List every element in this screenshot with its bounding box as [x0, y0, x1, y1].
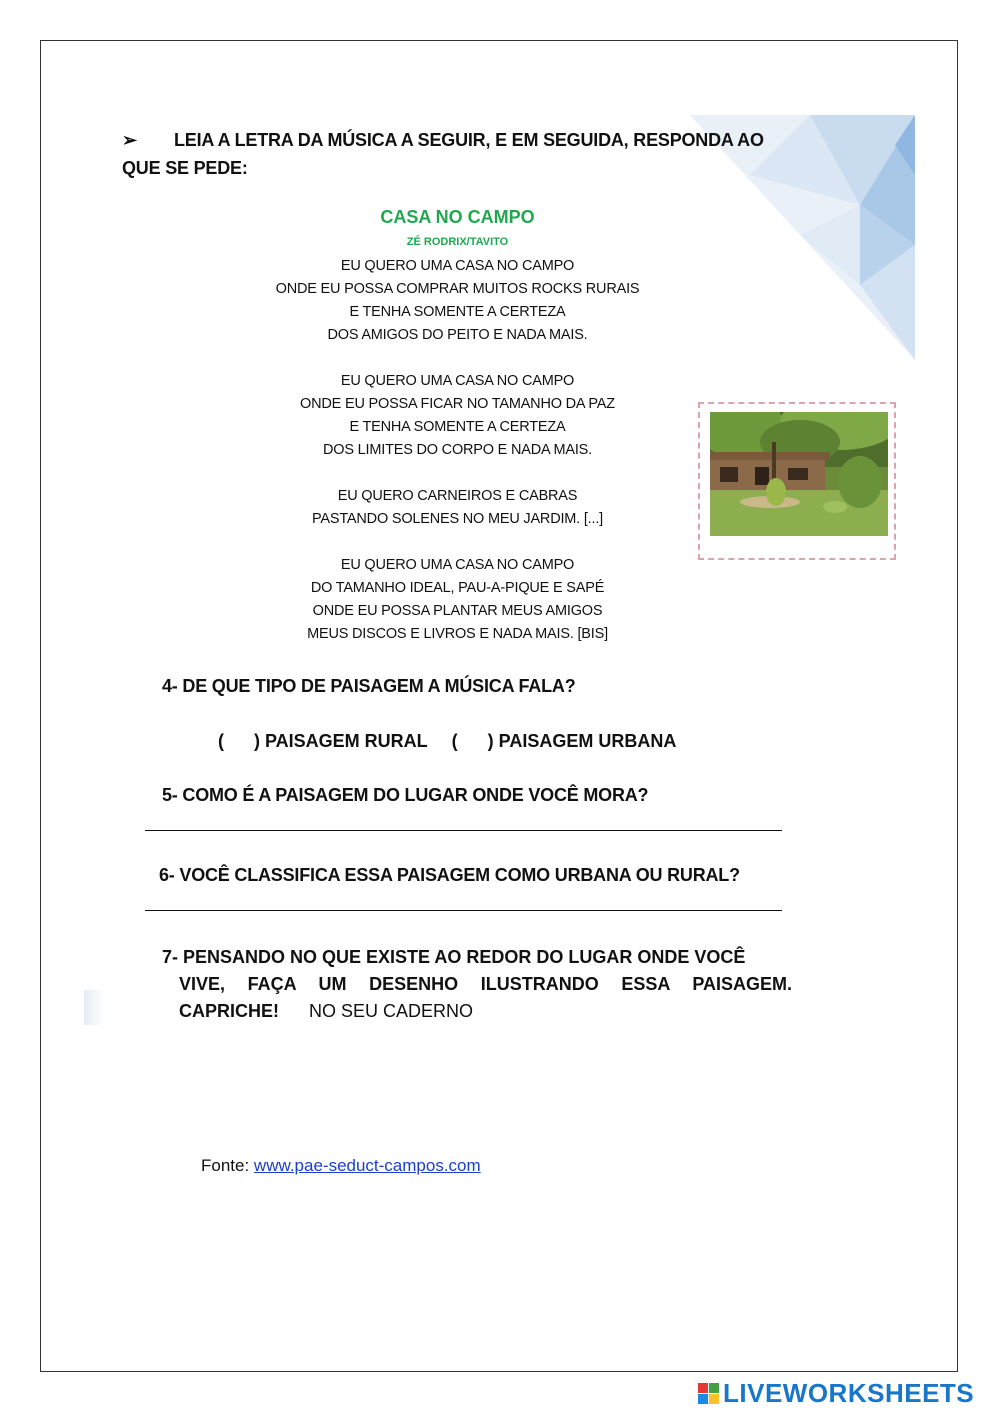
source-citation: [201, 1156, 481, 1176]
instruction: [122, 126, 802, 182]
lyric-line: E TENHA SOMENTE A CERTEZA: [349, 419, 566, 435]
brand-name: LIVEWORKSHEETS: [723, 1377, 975, 1408]
stanza-2: [230, 370, 685, 462]
answer-line-6[interactable]: [145, 910, 782, 911]
lyric-line: ONDE EU POSSA FICAR NO TAMANHO DA PAZ: [300, 396, 615, 412]
source-link[interactable]: www.pae-seduct-campos.com: [253, 1156, 481, 1175]
lyric-line: EU QUERO CARNEIROS E CABRAS: [337, 488, 578, 504]
song-title: CASA NO CAMPO: [380, 207, 535, 227]
country-house-photo-frame: [698, 402, 896, 560]
question-7-rest: VIVE, FAÇA UM DESENHO ILUSTRANDO ESSA PAISAGEM. CAPRICHE! NO SEU CADERNO: [179, 974, 792, 1021]
liveworksheets-brand: [698, 1378, 974, 1408]
lyric-line: EU QUERO UMA CASA NO CAMPO: [340, 373, 575, 389]
lyric-line: PASTANDO SOLENES NO MEU JARDIM. [...]: [312, 511, 603, 527]
question-4-options: [218, 731, 676, 752]
answer-line-5[interactable]: [145, 830, 782, 831]
question-7-first-line: 7- PENSANDO NO QUE EXISTE AO REDOR DO LUGAR ONDE VOCÊ: [162, 947, 746, 967]
lyric-line: DOS LIMITES DO CORPO E NADA MAIS.: [323, 442, 592, 458]
option-rural[interactable]: ( ) PAISAGEM RURAL: [218, 731, 428, 751]
stanza-1: [230, 255, 685, 347]
lyric-line: E TENHA SOMENTE A CERTEZA: [349, 304, 566, 320]
song-lyrics: [230, 255, 685, 669]
lyric-line: DO TAMANHO IDEAL, PAU-A-PIQUE E SAPÉ: [310, 580, 605, 596]
instruction-text: LEIA A LETRA DA MÚSICA A SEGUIR, E EM SEGUIDA, RESPONDA AO QUE SE PEDE:: [122, 130, 764, 178]
lyric-line: ONDE EU POSSA PLANTAR MEUS AMIGOS: [312, 603, 603, 619]
country-house-photo: [710, 412, 888, 536]
decorative-fade: [84, 990, 104, 1025]
song-author: ZÉ RODRIX/TAVITO: [406, 236, 509, 248]
lyric-line: ONDE EU POSSA COMPRAR MUITOS ROCKS RURAIS: [275, 281, 640, 297]
question-4: 4- DE QUE TIPO DE PAISAGEM A MÚSICA FALA?: [162, 676, 576, 696]
liveworksheets-logo-icon: [698, 1383, 719, 1404]
lyric-line: DOS AMIGOS DO PEITO E NADA MAIS.: [327, 327, 588, 343]
arrow-bullet-icon: ➢: [122, 130, 137, 150]
option-urbana[interactable]: ( ) PAISAGEM URBANA: [451, 731, 677, 751]
stanza-3: [230, 485, 685, 531]
question-7: [162, 944, 792, 1025]
stanza-4: [230, 554, 685, 646]
lyric-line: EU QUERO UMA CASA NO CAMPO: [340, 258, 575, 274]
question-7-note: NO SEU CADERNO: [309, 1001, 474, 1021]
lyric-line: EU QUERO UMA CASA NO CAMPO: [340, 557, 575, 573]
question-5: 5- COMO É A PAISAGEM DO LUGAR ONDE VOCÊ MORA?: [162, 785, 649, 805]
question-6: 6- VOCÊ CLASSIFICA ESSA PAISAGEM COMO URBANA OU RURAL?: [159, 865, 740, 885]
source-label: Fonte:: [201, 1156, 254, 1175]
lyric-line: MEUS DISCOS E LIVROS E NADA MAIS. [BIS]: [307, 626, 608, 642]
